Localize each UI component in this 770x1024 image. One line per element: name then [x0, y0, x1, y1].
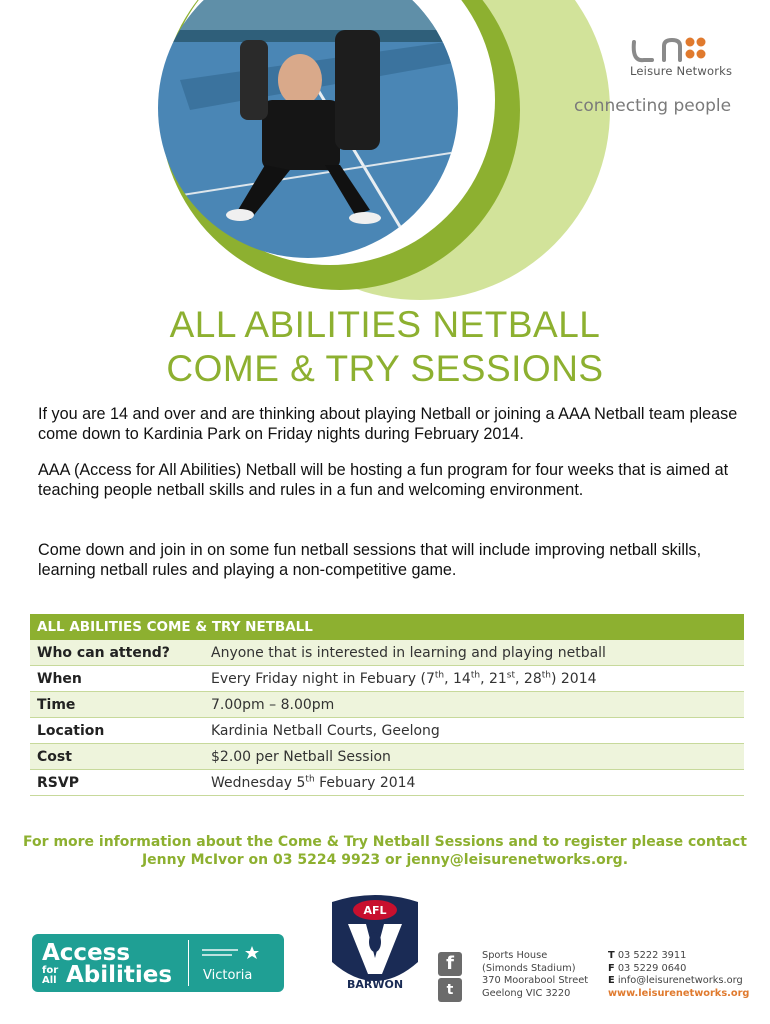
- session-info-table: [30, 614, 744, 796]
- program-paragraph: AAA (Access for All Abilities) Netball will be hosting a fun program for four weeks that is aimed at teaching people netball skills and rules in a fun and welcoming environment.: [38, 461, 729, 499]
- table-row: [30, 718, 744, 744]
- row-key: Cost: [37, 749, 72, 765]
- row-key: Time: [37, 697, 76, 713]
- table-row: [30, 770, 744, 796]
- website-link[interactable]: www.leisurenetworks.org: [608, 987, 750, 999]
- table-row: [30, 666, 744, 692]
- tagline: connecting people: [574, 96, 732, 116]
- row-value: Anyone that is interested in learning and playing netball: [211, 645, 606, 661]
- divider: [188, 940, 189, 986]
- contact-line2[interactable]: Jenny McIvor on 03 5224 9923 or jenny@leisurenetworks.org.: [141, 852, 629, 868]
- aaa-logo-for: for All: [42, 965, 59, 986]
- email-line[interactable]: E info@leisurenetworks.org: [608, 975, 743, 986]
- row-key: When: [37, 671, 82, 687]
- row-value: 7.00pm – 8.00pm: [211, 697, 335, 713]
- address-line: (Simonds Stadium): [482, 962, 576, 974]
- logo-text: Leisure Networks: [630, 64, 733, 78]
- row-value: Kardinia Netball Courts, Geelong: [211, 723, 440, 739]
- phone-line: T 03 5222 3911: [608, 950, 687, 961]
- aaa-logo-access: Access: [42, 940, 131, 966]
- row-key: Location: [37, 723, 105, 739]
- page-title-line1: ALL ABILITIES NETBALL: [169, 304, 601, 345]
- victoria-logo-text: Victoria: [203, 968, 253, 983]
- barwon-text: BARWON: [346, 978, 404, 991]
- table-row: [30, 744, 744, 770]
- table-row: [30, 640, 744, 666]
- address-line: 370 Moorabool Street: [482, 975, 589, 986]
- twitter-icon[interactable]: t: [438, 978, 462, 1002]
- fax-line: F 03 5229 0640: [608, 962, 687, 974]
- details-paragraph: Come down and join in on some fun netball sessions that will include improving netball skills, learning netball rules and playing a non-competitive game.: [38, 541, 702, 579]
- row-key: Who can attend?: [37, 645, 170, 661]
- row-value: Every Friday night in Febuary (7th, 14th, 21st, 28th) 2014: [211, 670, 597, 687]
- table-header: ALL ABILITIES COME & TRY NETBALL: [30, 614, 744, 640]
- page-title-line2: COME & TRY SESSIONS: [166, 348, 604, 389]
- address-line: Geelong VIC 3220: [482, 987, 571, 999]
- row-key: RSVP: [37, 775, 79, 791]
- intro-paragraph: If you are 14 and over and are thinking about playing Netball or joining a AAA Netball team please come down to Kardinia Park on Friday nights during February 2014.: [38, 405, 738, 443]
- contact-block: [608, 950, 749, 1000]
- table-row: [30, 692, 744, 718]
- address-block: [482, 950, 588, 1000]
- afl-text: AFL: [363, 904, 387, 917]
- contact-line1: For more information about the Come & Try Netball Sessions and to register please contact: [23, 834, 747, 850]
- facebook-icon[interactable]: f: [438, 952, 462, 976]
- aaa-logo-abilities: Abilities: [66, 962, 173, 988]
- row-value: $2.00 per Netball Session: [211, 749, 391, 765]
- address-line: Sports House: [482, 950, 548, 961]
- row-value: Wednesday 5th Febuary 2014: [211, 774, 416, 791]
